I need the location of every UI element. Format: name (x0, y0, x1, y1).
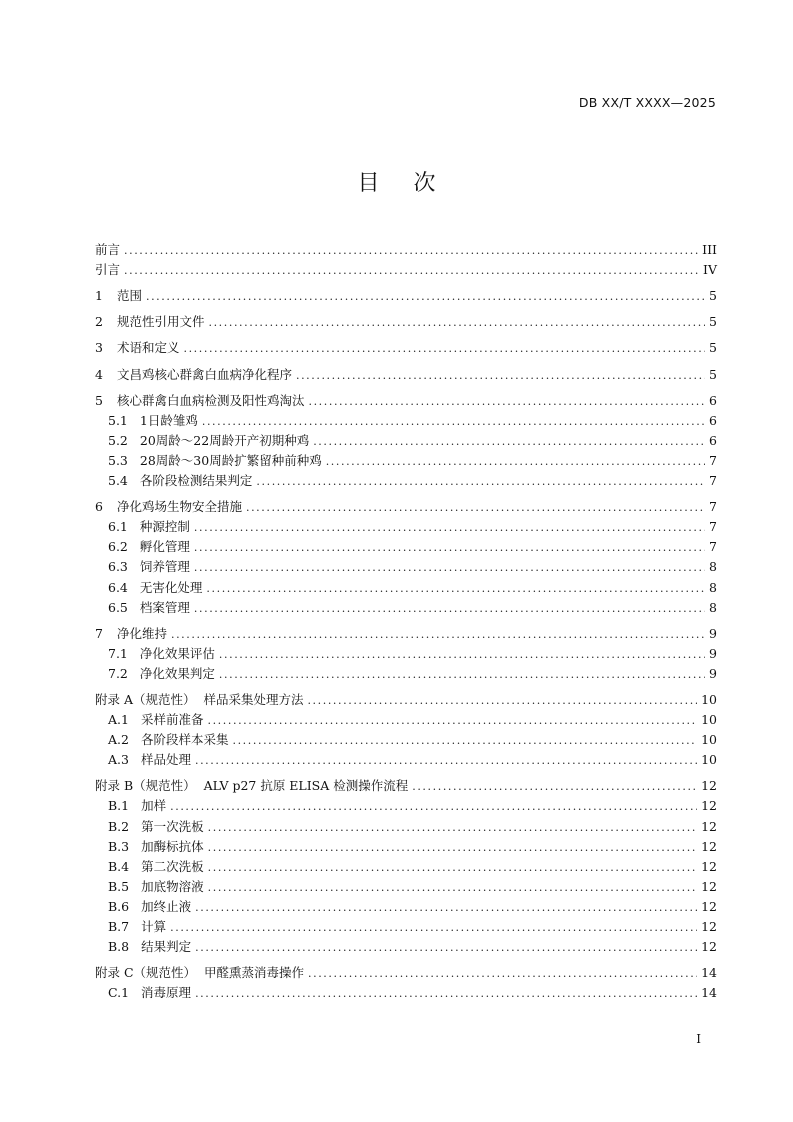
toc-entry-label: 净化鸡场生物安全措施 (116, 499, 242, 515)
toc-leader-dots (208, 839, 697, 857)
toc-entry-page: III (702, 242, 717, 258)
toc-entry[interactable] (95, 816, 717, 836)
toc-entry-page: 12 (701, 798, 717, 814)
toc-entry[interactable] (95, 750, 717, 770)
toc-entry-page: 8 (709, 579, 717, 595)
page-title: 目次 (357, 171, 470, 196)
toc-entry[interactable] (95, 983, 717, 1003)
toc-entry-label: 饲养管理 (139, 559, 190, 575)
toc-leader-dots (219, 666, 705, 684)
toc-entry-number: 6 (95, 499, 103, 515)
toc-leader-dots (170, 919, 697, 937)
toc-entry-label: 种源控制 (139, 519, 190, 535)
toc-entry-label: 附录 B（规范性） ALV p27 抗原 ELISA 检测操作流程 (95, 778, 409, 794)
toc-entry[interactable] (95, 837, 717, 857)
toc-entry-number: 7 (95, 625, 103, 641)
toc-entry-page: 12 (701, 939, 717, 955)
toc-entry-number: B.4 (108, 858, 130, 874)
toc-entry[interactable] (95, 710, 717, 730)
toc-entry[interactable] (95, 431, 717, 451)
toc-entry[interactable] (95, 286, 717, 306)
toc-entry-label: 加样 (141, 798, 167, 814)
toc-leader-dots (195, 985, 697, 1003)
document-code: DB XX/T XXXX—2025 (578, 95, 716, 110)
toc-leader-dots (246, 499, 705, 517)
toc-entry-page: 10 (701, 712, 717, 728)
toc-entry-label: 加底物溶液 (141, 878, 204, 894)
toc-entry-label: 结果判定 (141, 939, 192, 955)
toc-entry[interactable] (95, 917, 717, 937)
toc-entry[interactable] (95, 240, 717, 260)
toc-entry-page: 9 (709, 645, 717, 661)
toc-entry-label: 28周龄～30周龄扩繁留种前种鸡 (139, 452, 322, 468)
toc-entry-page: 12 (701, 858, 717, 874)
toc-leader-dots (194, 559, 705, 577)
toc-leader-dots (206, 580, 705, 598)
toc-entry-label: 前言 (95, 242, 121, 258)
toc-entry-page: 10 (701, 752, 717, 768)
toc-entry[interactable] (95, 776, 717, 796)
toc-entry-number: 6.3 (108, 559, 128, 575)
toc-entry[interactable] (95, 577, 717, 597)
toc-entry[interactable] (95, 471, 717, 491)
toc-entry-page: 10 (701, 691, 717, 707)
toc-entry-number: B.2 (108, 818, 130, 834)
toc-entry-label: 附录 A（规范性） 样品采集处理方法 (95, 691, 304, 707)
toc-leader-dots (194, 519, 705, 537)
toc-entry-page: 12 (701, 898, 717, 914)
toc-entry-page: IV (703, 262, 717, 278)
toc-entry-label: 范围 (116, 288, 142, 304)
toc-entry-number: B.1 (108, 798, 130, 814)
toc-entry-label: 引言 (95, 262, 121, 278)
toc-entry-page: 12 (701, 838, 717, 854)
toc-leader-dots (296, 367, 705, 385)
toc-leader-dots (256, 473, 705, 491)
toc-entry-label: 净化维持 (116, 625, 167, 641)
toc-entry[interactable] (95, 312, 717, 332)
toc-leader-dots (208, 879, 697, 897)
toc-entry-label: 消毒原理 (141, 985, 192, 1001)
toc-entry[interactable] (95, 557, 717, 577)
toc-leader-dots (195, 899, 697, 917)
toc-entry-page: 5 (709, 366, 717, 382)
toc-entry-page: 12 (701, 778, 717, 794)
toc-entry-number: 5.2 (108, 432, 128, 448)
toc-entry-number: 7.1 (108, 645, 128, 661)
toc-leader-dots (208, 859, 697, 877)
toc-entry-number: 2 (95, 314, 103, 330)
toc-entry-page: 7 (709, 499, 717, 515)
toc-entry-number: B.6 (108, 898, 130, 914)
toc-entry-page: 8 (709, 599, 717, 615)
toc-entry-page: 7 (709, 539, 717, 555)
toc-entry-page: 10 (701, 732, 717, 748)
toc-leader-dots (208, 314, 705, 332)
toc-entry-label: 计算 (141, 919, 167, 934)
toc-entry-page: 9 (709, 625, 717, 641)
toc-entry[interactable] (95, 877, 717, 897)
toc-leader-dots (195, 752, 697, 770)
toc-entry-page: 12 (701, 878, 717, 894)
toc-entry[interactable] (95, 497, 717, 517)
toc-entry-label: 净化效果判定 (139, 665, 215, 681)
toc-leader-dots (326, 453, 705, 471)
toc-entry-page: 5 (709, 288, 717, 304)
toc-entry-number: 6.4 (108, 579, 128, 595)
toc-leader-dots (195, 939, 697, 957)
toc-entry[interactable] (95, 537, 717, 557)
toc-entry-number: 7.2 (108, 665, 128, 681)
toc-entry-number: A.1 (108, 712, 129, 728)
toc-leader-dots (412, 778, 697, 796)
toc-entry-number: C.1 (108, 985, 130, 1001)
toc-entry-page: 6 (709, 432, 717, 448)
toc-entry-number: A.3 (108, 752, 129, 768)
toc-entry[interactable] (95, 963, 717, 983)
toc-entry[interactable] (95, 338, 717, 358)
toc-entry-page: 14 (701, 965, 717, 981)
toc-entry-number: 1 (95, 288, 103, 304)
toc-leader-dots (146, 288, 705, 306)
toc-leader-dots (194, 600, 705, 618)
toc-entry-label: 各阶段检测结果判定 (139, 473, 253, 489)
toc-entry[interactable] (95, 857, 717, 877)
table-of-contents (95, 240, 717, 1003)
toc-entry-label: 第一次洗板 (141, 818, 204, 834)
toc-leader-dots (124, 262, 699, 280)
toc-entry-page: 7 (709, 473, 717, 489)
toc-entry[interactable] (95, 730, 717, 750)
toc-entry[interactable] (95, 364, 717, 384)
toc-leader-dots (219, 646, 705, 664)
toc-entry[interactable] (95, 664, 717, 684)
toc-entry-page: 12 (701, 818, 717, 834)
toc-entry[interactable] (95, 451, 717, 471)
toc-entry-label: 20周龄～22周龄开产初期种鸡 (139, 432, 310, 448)
toc-leader-dots (183, 340, 705, 358)
toc-entry-number: B.5 (108, 878, 130, 894)
toc-leader-dots (232, 732, 697, 750)
toc-entry-number: 6.2 (108, 539, 128, 555)
page-number: I (696, 1032, 701, 1046)
toc-entry-page: 6 (709, 412, 717, 428)
toc-entry[interactable] (95, 411, 717, 431)
toc-leader-dots (308, 393, 705, 411)
toc-entry[interactable] (95, 624, 717, 644)
toc-leader-dots (208, 819, 697, 837)
toc-entry[interactable] (95, 517, 717, 537)
toc-entry-page: 5 (709, 314, 717, 330)
toc-entry-label: 术语和定义 (116, 340, 180, 356)
toc-entry-label: 文昌鸡核心群禽白血病净化程序 (116, 366, 292, 382)
toc-leader-dots (313, 433, 705, 451)
toc-entry-label: 净化效果评估 (139, 645, 215, 661)
toc-entry-label: 1日龄雏鸡 (139, 412, 198, 428)
toc-entry-number: 5.3 (108, 452, 128, 468)
toc-entry[interactable] (95, 260, 717, 280)
toc-leader-dots (124, 242, 698, 260)
toc-entry-number: B.7 (108, 919, 130, 934)
toc-entry-page: 6 (709, 392, 717, 408)
toc-entry[interactable] (95, 391, 717, 411)
toc-entry-number: A.2 (108, 732, 129, 748)
toc-entry-page: 7 (709, 519, 717, 535)
toc-entry-label: 采样前准备 (140, 712, 204, 728)
toc-leader-dots (202, 413, 705, 431)
toc-entry-number: B.8 (108, 939, 130, 955)
toc-entry[interactable] (95, 796, 717, 816)
toc-entry-number: 5.1 (108, 412, 128, 428)
toc-entry[interactable] (95, 598, 717, 618)
toc-entry-label: 孵化管理 (139, 539, 190, 555)
toc-entry-page: 14 (701, 985, 717, 1001)
toc-entry-label: 各阶段样本采集 (140, 732, 229, 748)
toc-entry-label: 规范性引用文件 (116, 314, 205, 330)
toc-leader-dots (207, 712, 697, 730)
toc-entry-number: 5 (95, 392, 103, 408)
toc-entry-number: 5.4 (108, 473, 128, 489)
toc-entry-label: 档案管理 (139, 599, 190, 615)
toc-entry-label: 无害化处理 (139, 579, 203, 595)
toc-entry-label: 加酶标抗体 (141, 838, 204, 854)
toc-entry-page: 9 (709, 665, 717, 681)
toc-entry-page: 8 (709, 559, 717, 575)
toc-entry[interactable] (95, 690, 717, 710)
toc-leader-dots (307, 692, 697, 710)
toc-entry[interactable] (95, 897, 717, 917)
toc-entry-page: 12 (701, 919, 717, 934)
toc-entry-label: 加终止液 (141, 898, 192, 914)
toc-entry-label: 样品处理 (140, 752, 191, 768)
toc-leader-dots (308, 965, 697, 983)
toc-entry[interactable] (95, 937, 717, 957)
toc-entry-label: 核心群禽白血病检测及阳性鸡淘汰 (116, 392, 305, 408)
toc-entry-number: 6.1 (108, 519, 128, 535)
toc-leader-dots (170, 798, 697, 816)
toc-entry[interactable] (95, 644, 717, 664)
toc-entry-number: 4 (95, 366, 103, 382)
toc-entry-number: 3 (95, 340, 103, 356)
toc-entry-label: 第二次洗板 (141, 858, 204, 874)
toc-entry-number: B.3 (108, 838, 130, 854)
toc-entry-page: 5 (709, 340, 717, 356)
toc-entry-page: 7 (709, 452, 717, 468)
toc-leader-dots (171, 626, 705, 644)
toc-entry-number: 6.5 (108, 599, 128, 615)
toc-entry-label: 附录 C（规范性） 甲醛熏蒸消毒操作 (95, 965, 304, 981)
toc-leader-dots (194, 539, 705, 557)
